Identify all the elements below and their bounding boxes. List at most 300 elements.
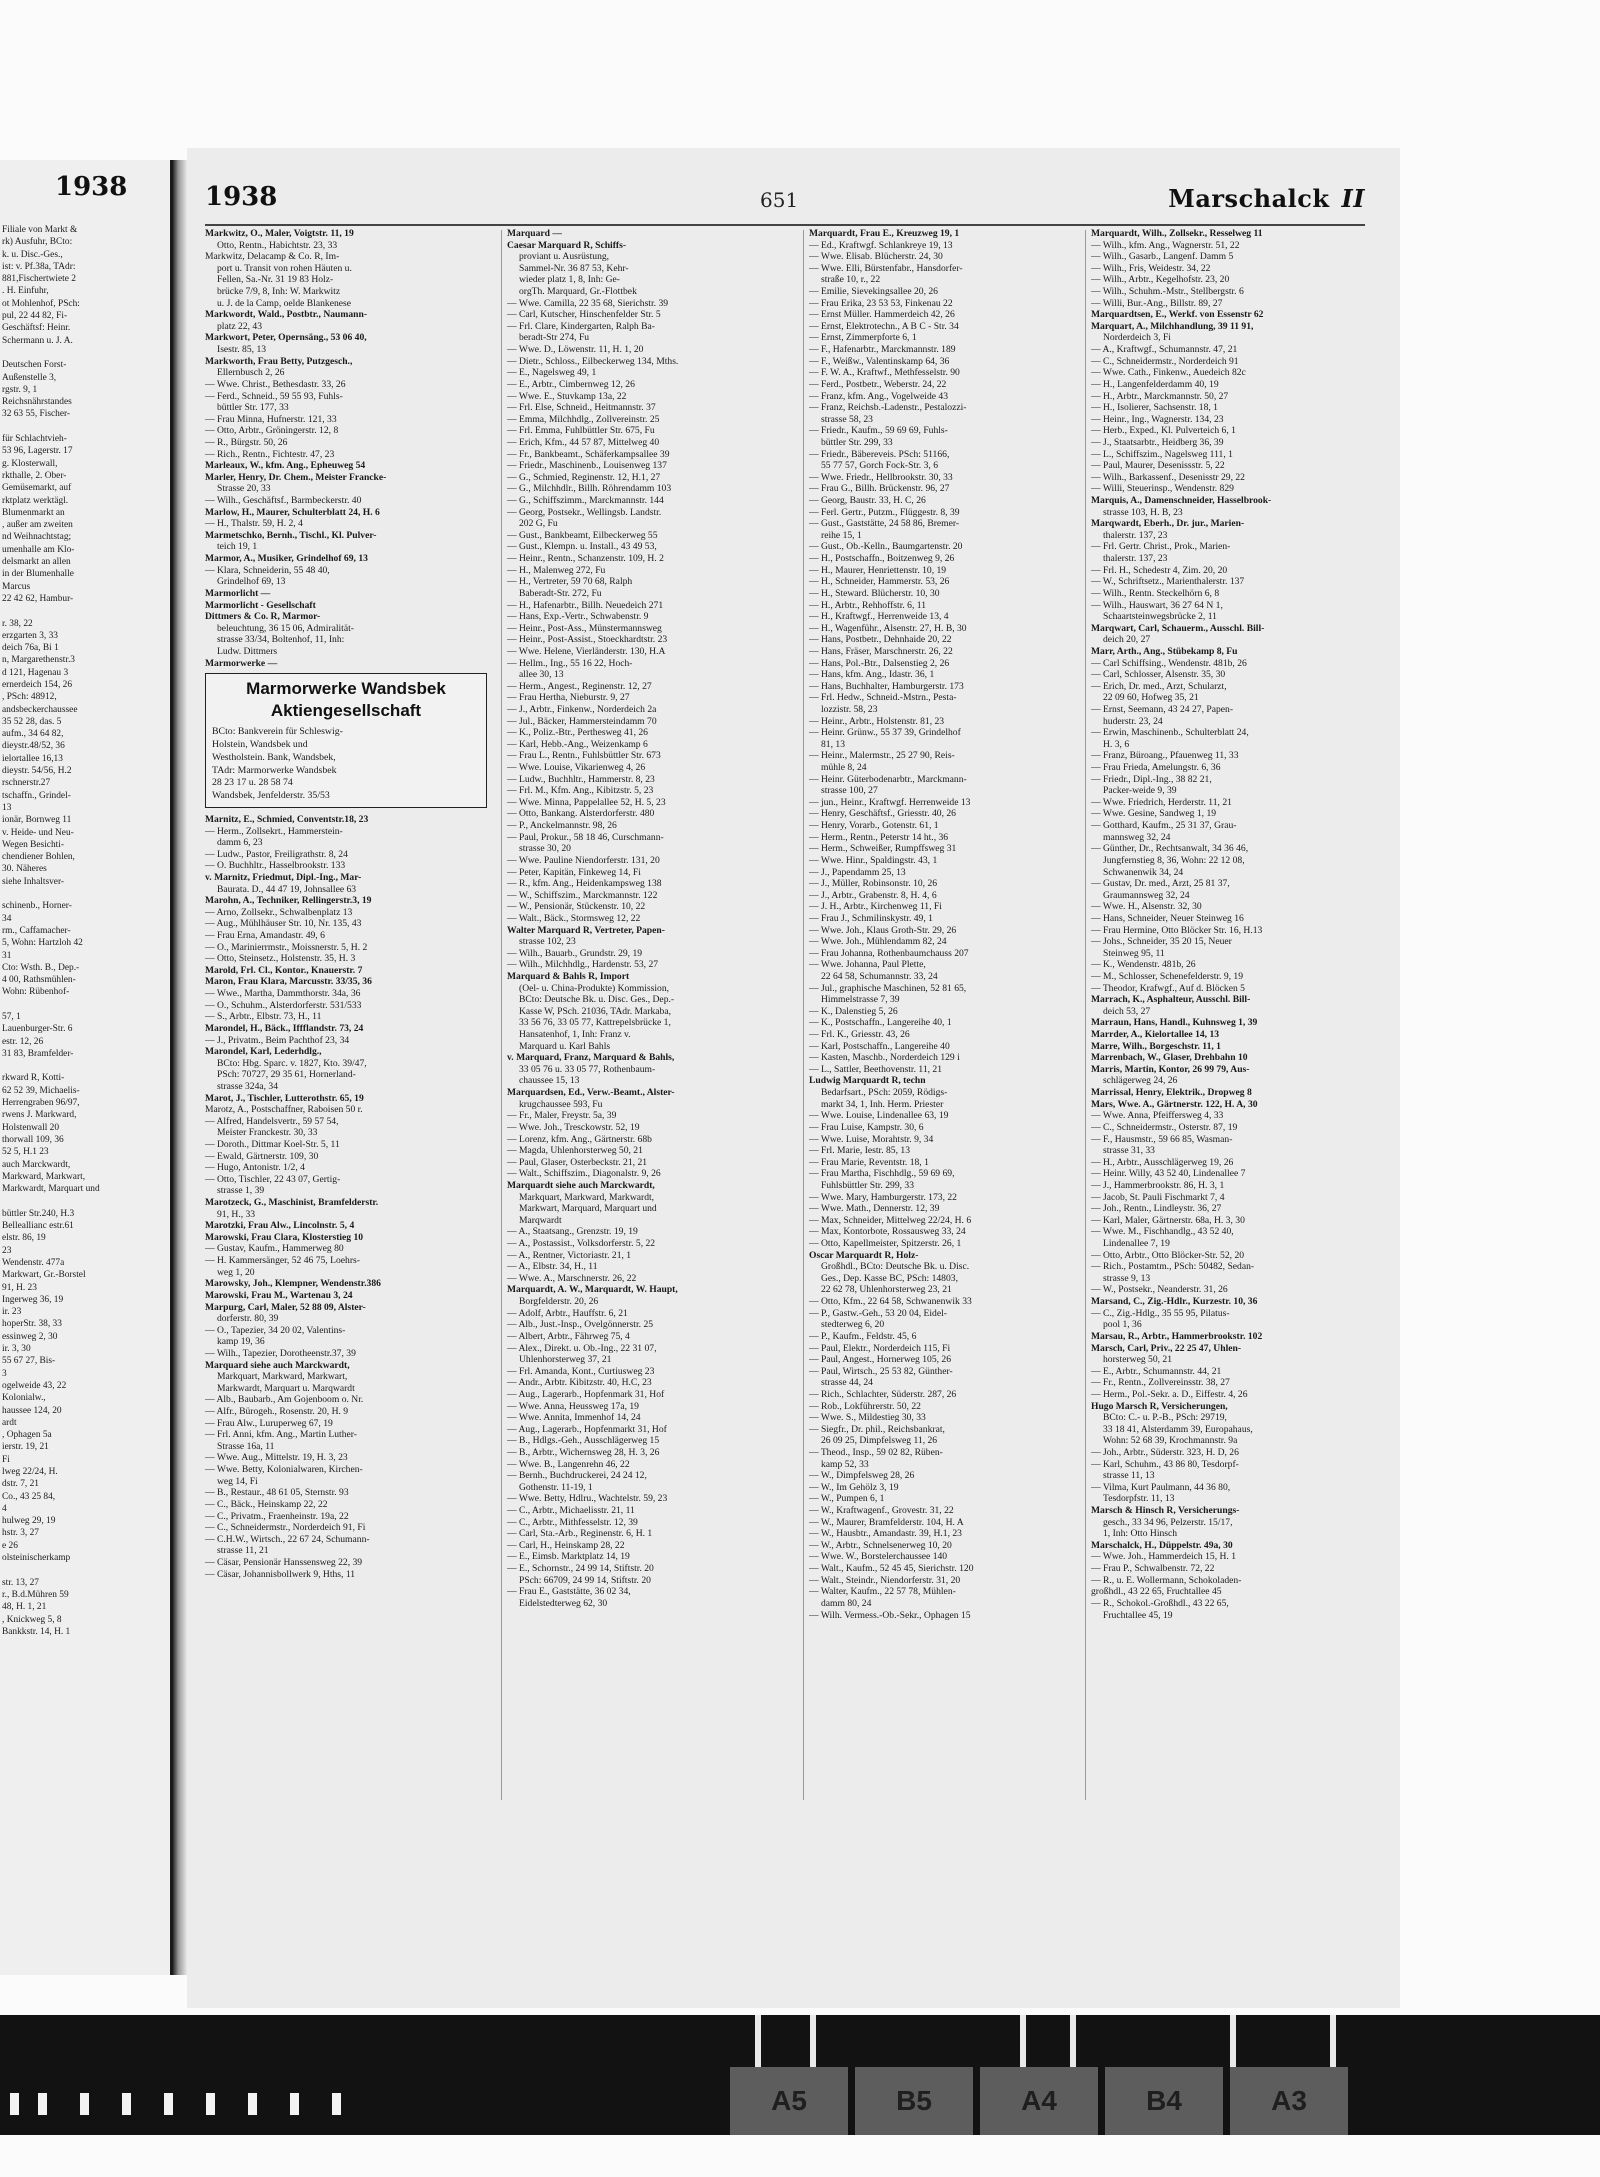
directory-entry-line: Markwart, Marquard, Marquart und xyxy=(519,1203,657,1215)
previous-page-line: Belleallianc estr.61 xyxy=(2,1221,74,1232)
directory-entry-line: allee 30, 13 xyxy=(519,669,564,681)
directory-entry-head: Oscar Marquardt R, Holz- xyxy=(809,1249,919,1261)
directory-entry-line: — Alex., Direkt. u. Ob.-Ing., 22 31 07, xyxy=(507,1342,657,1354)
directory-entry-head: Mars, Wwe. A., Gärtnerstr. 122, H. A, 30 xyxy=(1091,1098,1258,1110)
directory-entry-line: — Erwin, Maschinenb., Schulterblatt 24, xyxy=(1091,727,1249,739)
directory-entry-line: — Gust., Klempn. u. Install., 43 49 53, xyxy=(507,541,657,553)
previous-page-line: Fi xyxy=(2,1454,10,1465)
directory-entry-line: BCto: C.- u. P.-B., PSch: 29719, xyxy=(1103,1412,1227,1424)
previous-page-line: 34 xyxy=(2,913,12,924)
directory-entry-line: — R., Schokol.-Großhdl., 43 22 65, xyxy=(1091,1597,1229,1609)
previous-page-line: rk) Ausfuhr, BCto: xyxy=(2,237,73,248)
previous-page-line: ir. 3, 30 xyxy=(2,1344,31,1355)
previous-page-line: haussee 124, 20 xyxy=(2,1405,62,1416)
directory-entry-line: — Wilh., Milchhdlg., Hardenstr. 53, 27 xyxy=(507,959,659,971)
directory-entry-line: — Carl, Sta.-Arb., Reginenstr. 6, H. 1 xyxy=(507,1528,653,1540)
directory-entry-line: orgTh. Marquard, Gr.-Flottbek xyxy=(519,286,637,298)
directory-entry-line: — Paul, Prokur., 58 18 46, Curschmann- xyxy=(507,831,664,843)
directory-entry-line: — Wwe. Betty, Hdlru., Wachtelstr. 59, 23 xyxy=(507,1493,668,1505)
previous-page-line: Gemüsemarkt, auf xyxy=(2,483,72,494)
directory-entry-line: Ges., Dep. Kasse BC, PSch: 14803, xyxy=(821,1272,958,1284)
previous-page-line: erzgarten 3, 33 xyxy=(2,630,58,641)
directory-entry-line: — H., Arbtr., Rehhoffstr. 6, 11 xyxy=(809,599,926,611)
previous-page-line: ionär, Bornweg 11 xyxy=(2,815,72,826)
directory-entry-line: 26 09 25, Dimpfelsweg 11, 26 xyxy=(821,1435,938,1447)
directory-entry-line: — F. W. A., Kraftwf., Methfesselstr. 90 xyxy=(809,367,960,379)
directory-entry-line: — Wwe. Christ., Bethesdastr. 33, 26 xyxy=(205,378,346,390)
directory-entry-line: — Siegfr., Dr. phil., Reichsbankrat, xyxy=(809,1423,945,1435)
directory-entry-line: — Ernst, Seemann, 43 24 27, Papen- xyxy=(1091,703,1234,715)
directory-entry-line: — Wwe. Luise, Morahtstr. 9, 34 xyxy=(809,1133,934,1145)
directory-entry-line: — Hans, Exp.-Vertr., Schwabenstr. 9 xyxy=(507,611,649,623)
previous-page-line: ogelweide 43, 22 xyxy=(2,1380,67,1391)
previous-page-line: Geschäftsf: Heinr. xyxy=(2,323,71,334)
directory-entry-line: — C., Arbtr., Michaelisstr. 21, 11 xyxy=(507,1505,635,1517)
previous-page-line: ardt xyxy=(2,1417,17,1428)
directory-entry-line: Meister Franckestr. 30, 33 xyxy=(217,1127,318,1139)
directory-entry-line: — J., Hammerbrookstr. 86, H. 3, 1 xyxy=(1091,1179,1225,1191)
directory-entry-head: Marr, Arth., Ang., Stübekamp 8, Fu xyxy=(1091,645,1238,657)
directory-entry-line: — H., Langenfelderdamm 40, 19 xyxy=(1091,378,1219,390)
directory-entry-line: — Herb., Exped., Kl. Pulverteich 6, 1 xyxy=(1091,425,1236,437)
directory-entry-head: Marohn, A., Techniker, Rellingerstr.3, 19 xyxy=(205,895,372,907)
directory-entry-line: — Gustav, Kaufm., Hammerweg 80 xyxy=(205,1243,344,1255)
directory-entry-line: — Max, Schneider, Mittelweg 22/24, H. 6 xyxy=(809,1214,972,1226)
directory-entry-line: strasse 33/34, Boltenhof, 11, Inh: xyxy=(217,634,345,646)
previous-page-line: 31 xyxy=(2,950,12,961)
directory-entry-line: — Lorenz, kfm. Ang., Gärtnerstr. 68b xyxy=(507,1133,652,1145)
running-head-roman: II xyxy=(1341,184,1365,213)
column-rule xyxy=(501,230,502,1800)
directory-entry-line: Baberadt-Str. 272, Fu xyxy=(519,587,602,599)
directory-entry-head: Markwort, Peter, Opernsäng., 53 06 40, xyxy=(205,332,367,344)
directory-entry-head: Marris, Martin, Kontor, 26 99 79, Aus- xyxy=(1091,1063,1250,1075)
directory-entry-line: — Heinr. Güterbodenarbtr., Marckmann- xyxy=(809,773,967,785)
directory-entry-line: — R., kfm. Ang., Heidenkampsweg 138 xyxy=(507,878,662,890)
directory-entry-line: — Albert, Arbtr., Fährweg 75, 4 xyxy=(507,1330,630,1342)
directory-entry-line: Borgfelderstr. 20, 26 xyxy=(519,1296,599,1308)
directory-entry-line: — H., Malenweg 272, Fu xyxy=(507,564,606,576)
previous-page-line: Kolonialw., xyxy=(2,1393,46,1404)
previous-page-line: auch Marckwardt, xyxy=(2,1159,71,1170)
directory-entry-line: deich 53, 27 xyxy=(1103,1005,1151,1017)
previous-page-line: rgstr. 9, 1 xyxy=(2,384,38,395)
directory-entry-line: — Fr., Maler, Freystr. 5a, 39 xyxy=(507,1110,617,1122)
directory-entry-head: Marsch & Hinsch R, Versicherungs- xyxy=(1091,1505,1240,1517)
directory-entry-line: — P., Gastw.-Geh., 53 20 04, Eidel- xyxy=(809,1307,947,1319)
directory-entry-head: Marrenbach, W., Glaser, Drehbahn 10 xyxy=(1091,1052,1248,1064)
directory-entry-line: — L., Schiffszim., Nagelsweg 111, 1 xyxy=(1091,448,1233,460)
directory-entry-line: — Hugo, Antonistr. 1/2, 4 xyxy=(205,1162,305,1174)
previous-page-line: lweg 22/24, H. xyxy=(2,1466,58,1477)
directory-entry-line: — C., Schneidermstr., Osterstr. 87, 19 xyxy=(1091,1121,1238,1133)
previous-page-line: Deutschen Forst- xyxy=(2,360,67,371)
calibration-cell: B4 xyxy=(1105,2067,1223,2135)
directory-entry-line: — Otto, Bankang. Alsterdorferstr. 480 xyxy=(507,808,655,820)
directory-entry-line: — Paul, Wirtsch., 25 53 82, Günther- xyxy=(809,1365,953,1377)
directory-entry-line: — Frau Johanna, Rothenbaumchauss 207 xyxy=(809,947,969,959)
previous-page-line: estr. 12, 26 xyxy=(2,1036,44,1047)
directory-entry-line: — Wwe. Joh., Hammerdeich 15, H. 1 xyxy=(1091,1551,1237,1563)
directory-entry-head: Marqwart, Carl, Schauerm., Ausschl. Bill- xyxy=(1091,622,1265,634)
directory-entry-line: — O., Schuhm., Alsterdorferstr. 531/533 xyxy=(205,999,362,1011)
directory-entry-line: — Frau G., Billh. Brückenstr. 96, 27 xyxy=(809,483,950,495)
directory-entry-line: Tesdorpfstr. 11, 13 xyxy=(1103,1493,1175,1505)
scanner-dot xyxy=(332,2093,341,2115)
previous-page-line: , außer am zweiten xyxy=(2,520,73,531)
directory-entry-line: — Theodor, Krafwgf., Auf d. Blöcken 5 xyxy=(1091,982,1245,994)
directory-entry-head: Marowski, Frau Clara, Klosterstieg 10 xyxy=(205,1231,364,1243)
directory-entry-line: — Frl. H., Schedestr 4, Zim. 20, 20 xyxy=(1091,564,1228,576)
directory-entry-line: — Walt., Steindr., Niendorferstr. 31, 20 xyxy=(809,1574,961,1586)
directory-entry-line: — Frl. Amanda, Kont., Curtiusweg 23 xyxy=(507,1365,655,1377)
directory-entry-line: mühle 8, 24 xyxy=(821,762,867,774)
directory-entry-head: Marquart, A., Milchhandlung, 39 11 91, xyxy=(1091,320,1254,332)
directory-entry-line: — Dietr., Schloss., Eilbeckerweg 134, Mths. xyxy=(507,355,679,367)
directory-entry-line: — W., Maurer, Bramfelderstr. 104, H. A xyxy=(809,1516,964,1528)
directory-entry-line: — E., Schornstr., 24 99 14, Stiftstr. 20 xyxy=(507,1563,654,1575)
previous-page-line: e 26 xyxy=(2,1540,18,1551)
directory-entry-line: — W., Pensionär, Stückenstr. 10, 22 xyxy=(507,901,646,913)
directory-entry-head: Marquardt, A. W., Marquardt, W. Haupt, xyxy=(507,1284,678,1296)
previous-page-line: 52 5, H.1 23 xyxy=(2,1147,49,1158)
directory-entry-head: Marquardsen, Ed., Verw.-Beamt., Alster- xyxy=(507,1087,675,1099)
directory-entry-line: 33 18 41, Alsterdamm 39, Europahaus, xyxy=(1103,1423,1253,1435)
directory-entry-line: — Frl. Emma, Fuhlbüttler Str. 675, Fu xyxy=(507,425,655,437)
directory-entry-line: Großhdl., BCto: Deutsche Bk. u. Disc. xyxy=(821,1261,970,1273)
directory-entry-line: — Heinr., Post-Assist., Stoeckhardtstr. 23 xyxy=(507,634,668,646)
directory-entry-line: — Frl. Anni, kfm. Ang., Martin Luther- xyxy=(205,1429,357,1441)
directory-entry-line: — Cäsar, Pensionär Hanssensweg 22, 39 xyxy=(205,1556,363,1568)
directory-entry-line: weg 1, 20 xyxy=(217,1266,255,1278)
directory-entry-line: — Wwe. Joh., Tresckowstr. 52, 19 xyxy=(507,1121,640,1133)
previous-page-line: Wohn: Rübenhof- xyxy=(2,987,70,998)
directory-entry-head: Markworth, Frau Betty, Putzgesch., xyxy=(205,355,353,367)
directory-entry-line: — Walt., Kaufm., 52 45 45, Sierichstr. 120 xyxy=(809,1563,974,1575)
advertisement-line: TAdr: Marmorwerke Wandsbek xyxy=(212,764,337,776)
directory-entry-line: — J., Staatsarbtr., Heidberg 36, 39 xyxy=(1091,436,1224,448)
previous-page-line: hstr. 3, 27 xyxy=(2,1528,39,1539)
directory-entry-line: — Vilma, Kurt Paulmann, 44 36 80, xyxy=(1091,1481,1231,1493)
previous-page-line: dieystr. 54/56, H.2 xyxy=(2,766,72,777)
directory-entry-line: — Wwe. Math., Dennerstr. 12, 39 xyxy=(809,1203,940,1215)
previous-page-line xyxy=(2,605,168,617)
directory-entry-line: — Gotthard, Kaufm., 25 31 37, Grau- xyxy=(1091,820,1237,832)
directory-entry-line: — Rich., Rentn., Fichtestr. 47, 23 xyxy=(205,448,335,460)
directory-entry-line: — Frau Hertha, Nieburstr. 9, 27 xyxy=(507,692,630,704)
directory-entry-line: 91, H., 33 xyxy=(217,1208,256,1220)
previous-page-line: 48, H. 1, 21 xyxy=(2,1602,47,1613)
directory-entry-line: Markquart, Markward, Markwart, xyxy=(217,1371,348,1383)
previous-page-line: ielortallee 16,13 xyxy=(2,753,63,764)
directory-entry-line: — Walt., Bäck., Stormsweg 12, 22 xyxy=(507,912,641,924)
directory-entry-line: 33 05 76 u. 33 05 77, Rothenbaum- xyxy=(519,1063,656,1075)
scanner-mark xyxy=(1330,2015,1336,2067)
directory-entry-line: — C., Privatm., Fraenheinstr. 19a, 22 xyxy=(205,1510,349,1522)
directory-entry-line: — C., Zig.-Hdlg., 35 55 95, Pilatus- xyxy=(1091,1307,1230,1319)
directory-entry-line: — F., Hafenarbtr., Marckmannstr. 189 xyxy=(809,344,956,356)
directory-entry-line: — J., Arbtr., Grabenstr. 8, H. 4, 6 xyxy=(809,889,937,901)
directory-entry-line: — Frau Marie, Reventstr. 18, 1 xyxy=(809,1156,929,1168)
previous-page-line: 881,Fischertwiete 2 xyxy=(2,274,76,285)
directory-entry-line: — B., Arbtr., Wichernsweg 28, H. 3, 26 xyxy=(507,1446,660,1458)
directory-entry-line: schlägerweg 24, 26 xyxy=(1103,1075,1178,1087)
directory-entry-line: — Wilh., Rentn. Steckelhörn 6, 8 xyxy=(1091,587,1220,599)
previous-page-line: chendiener Bohlen, xyxy=(2,852,75,863)
directory-entry-line: 33 56 76, 33 05 77, Kattrepelsbrücke 1, xyxy=(519,1017,671,1029)
directory-entry-line: Baurata. D., 44 47 19, Johnsallee 63 xyxy=(217,883,357,895)
previous-page-line: büttler Str.240, H.3 xyxy=(2,1208,75,1219)
directory-entry-line: — Otto, Arbtr., Gröningerstr. 12, 8 xyxy=(205,425,339,437)
directory-entry-line: Gothenstr. 11-19, 1 xyxy=(519,1481,593,1493)
directory-entry-line: H. 3, 6 xyxy=(1103,738,1130,750)
directory-entry-line: — Joh., Arbtr., Süderstr. 323, H. D, 26 xyxy=(1091,1446,1239,1458)
directory-entry-line: — Ferd., Schneid., 59 55 93, Fuhls- xyxy=(205,390,343,402)
directory-entry-line: — A., Kraftwgf., Schumannstr. 47, 21 xyxy=(1091,344,1238,356)
previous-page-line: aufm., 34 64 82, xyxy=(2,729,64,740)
directory-entry-line: PSch: 66709, 24 99 14, Stiftstr. 20 xyxy=(519,1574,651,1586)
directory-entry-line: — Friedr., Bäbereveis. PSch: 51166, xyxy=(809,448,950,460)
previous-page-line: schinenb., Horner- xyxy=(2,901,72,912)
directory-entry-line: — Aug., Lagerarb., Hopfenmark 31, Hof xyxy=(507,1388,665,1400)
previous-page-line: hoperStr. 38, 33 xyxy=(2,1319,62,1330)
previous-page-line: Filiale von Markt & xyxy=(2,225,78,235)
previous-page-line: ierstr. 19, 21 xyxy=(2,1442,49,1453)
directory-entry-line: — Wwe. Elli, Bürstenfabr., Hansdorfer- xyxy=(809,262,963,274)
directory-entry-line: — Arno, Zollsekr., Schwalbenplatz 13 xyxy=(205,906,353,918)
directory-entry-line: — Wwe. B., Langenrehn 46, 22 xyxy=(507,1458,630,1470)
directory-entry-head: Marsand, C., Zig.-Hdlr., Kurzestr. 10, 36 xyxy=(1091,1296,1258,1308)
directory-entry-line: — Wwe. S., Mildestieg 30, 33 xyxy=(809,1412,926,1424)
directory-entry-line: krugchaussee 593, Fu xyxy=(519,1098,603,1110)
directory-entry-line: — Jacob, St. Pauli Fischmarkt 7, 4 xyxy=(1091,1191,1225,1203)
directory-entry-line: — Paul, Maurer, Desenissstr. 5, 22 xyxy=(1091,460,1225,472)
previous-page-line: 35 52 28, das. 5 xyxy=(2,716,62,727)
directory-entry-line: — Andr., Arbtr. Kibitzstr. 40, H.C, 23 xyxy=(507,1377,652,1389)
directory-entry-line: — Günther, Dr., Rechtsanwalt, 34 36 46, xyxy=(1091,843,1249,855)
directory-entry-line: — K., Postschaffn., Langereihe 40, 1 xyxy=(809,1017,952,1029)
directory-entry-line: — Frau Minna, Hufnerstr. 121, 33 xyxy=(205,413,337,425)
directory-entry-line: — Frl. K., Griesstr. 43, 26 xyxy=(809,1029,910,1041)
directory-entry-line: — Wwe. Friedrich, Herderstr. 11, 21 xyxy=(1091,796,1232,808)
previous-page-line: Außenstelle 3, xyxy=(2,372,57,383)
directory-entry-line: — Kasten, Maschb., Norderdeich 129 i xyxy=(809,1052,960,1064)
directory-entry-line: — E., Arbtr., Cimbernweg 12, 26 xyxy=(507,378,635,390)
directory-entry-line: (Oel- u. China-Produkte) Kommission, xyxy=(519,982,670,994)
directory-column-4 xyxy=(1091,228,1383,1808)
previous-page-line: in der Blumenhalle xyxy=(2,569,74,580)
directory-entry-line: — Hans, Postbetr., Dehnhaide 20, 22 xyxy=(809,634,952,646)
directory-entry-line: — Klara, Schneiderin, 55 48 40, xyxy=(205,564,330,576)
directory-entry-line: — Wwe. Pauline Niendorferstr. 131, 20 xyxy=(507,854,660,866)
scanner-dot xyxy=(206,2093,215,2115)
directory-entry-head: Marrissal, Henry, Elektrik., Dropweg 8 xyxy=(1091,1087,1252,1099)
scanner-calibration-strip xyxy=(0,2015,1600,2135)
scanner-mark xyxy=(810,2015,816,2067)
directory-entry-line: horsterweg 50, 21 xyxy=(1103,1354,1173,1366)
directory-entry-line: — W., Hausbtr., Amandastr. 39, H.1, 23 xyxy=(809,1528,962,1540)
directory-entry-line: — Wwe. Anna, Heussweg 17a, 19 xyxy=(507,1400,639,1412)
directory-entry-line: — Heinr., Post-Ass., Münstermannsweg xyxy=(507,622,662,634)
directory-entry-line: — H. Kammersänger, 52 46 75, Loehrs- xyxy=(205,1255,360,1267)
directory-entry-line: — Otto, Steinsetz., Holstenstr. 35, H. 3 xyxy=(205,953,356,965)
directory-entry-head: Marlow, H., Maurer, Schulterblatt 24, H. 6 xyxy=(205,506,380,518)
directory-entry-line: — Johs., Schneider, 35 20 15, Neuer xyxy=(1091,936,1232,948)
advertisement-line: BCto: Bankverein für Schleswig- xyxy=(212,726,343,738)
directory-entry-line: — Wwe. Hinr., Spaldingstr. 43, 1 xyxy=(809,854,938,866)
running-head xyxy=(1168,184,1365,213)
directory-entry-line: — W., Kraftwagenf., Grovestr. 31, 22 xyxy=(809,1505,954,1517)
previous-page-line: rm., Caffamacher- xyxy=(2,925,71,936)
directory-entry-line: — Herm., Rentn., Peterstr 14 ht., 36 xyxy=(809,831,949,843)
directory-entry-head: Marotzeck, G., Maschinist, Bramfelderstr. xyxy=(205,1197,379,1209)
previous-page-line: Markwardt, Marquart und xyxy=(2,1184,100,1195)
directory-entry-line: — W., Pumpen 6, 1 xyxy=(809,1493,885,1505)
directory-entry-line: — Heinr., Malermstr., 25 27 90, Reis- xyxy=(809,750,955,762)
previous-page-line: Ingerweg 36, 19 xyxy=(2,1294,64,1305)
previous-page xyxy=(0,160,173,1975)
directory-entry-line: — Wilh., Schuhm.-Mstr., Stellbergstr. 6 xyxy=(1091,286,1244,298)
directory-entry-line: — C., Arbtr., Mithfesselstr. 12, 39 xyxy=(507,1516,638,1528)
directory-entry-line: Norderdeich 3, Fi xyxy=(1103,332,1171,344)
directory-entry-line: — Friedr., Dipl.-Ing., 38 82 21, xyxy=(1091,773,1212,785)
directory-entry-line: — W., Im Gehölz 3, 19 xyxy=(809,1481,899,1493)
directory-entry-line: — Wwe. Anna, Pfeiffersweg 4, 33 xyxy=(1091,1110,1224,1122)
directory-entry-head: Marquis, A., Damenschneider, Hasselbrook- xyxy=(1091,495,1272,507)
previous-page-line: , PSch: 48912, xyxy=(2,692,57,703)
book-gutter xyxy=(173,160,187,1975)
directory-entry-line: — Heinr. Willy, 43 52 40, Lindenallee 7 xyxy=(1091,1168,1246,1180)
previous-page-line: rwens J. Markward, xyxy=(2,1110,77,1121)
directory-entry-line: — Wwe. H., Alsenstr. 32, 30 xyxy=(1091,901,1202,913)
previous-page-line: Reichsnährstandes xyxy=(2,397,72,408)
directory-entry-line: — Wwe. Betty, Kolonialwaren, Kirchen- xyxy=(205,1464,363,1476)
directory-entry-line: — Wwe. Louise, Vikarienweg 4, 26 xyxy=(507,762,646,774)
directory-entry-line: — Carl, Kutscher, Hinschenfelder Str. 5 xyxy=(507,309,661,321)
previous-page-line: Cto: Wsth. B., Dep.- xyxy=(2,962,80,973)
directory-entry-line: — G., Schiffszimm., Marckmannstr. 144 xyxy=(507,495,664,507)
directory-entry-line: — Wilh., Gasarb., Langenf. Damm 5 xyxy=(1091,251,1234,263)
previous-page-line: elstr. 86, 19 xyxy=(2,1233,46,1244)
directory-entry-line: — Walt., Schiffszim., Diagonalstr. 9, 26 xyxy=(507,1168,661,1180)
directory-entry-line: dorferstr. 80, 39 xyxy=(217,1313,279,1325)
directory-entry-line: — F., Hausmstr., 59 66 85, Wasman- xyxy=(1091,1133,1233,1145)
previous-page-line: pul, 22 44 82, Fi- xyxy=(2,311,68,322)
directory-entry-line: — Wwe. Joh., Klaus Groth-Str. 29, 26 xyxy=(809,924,957,936)
directory-entry-line: — Otto, Kfm., 22 64 58, Schwanenwik 33 xyxy=(809,1296,972,1308)
directory-entry-line: 81, 13 xyxy=(821,738,845,750)
scanner-dot xyxy=(290,2093,299,2115)
directory-entry-line: strasse 100, 27 xyxy=(821,785,878,797)
previous-page-line: Wegen Besichti- xyxy=(2,839,64,850)
directory-entry-line: — Aug., Lagerarb., Hopfenmarkt 31, Hof xyxy=(507,1423,667,1435)
directory-entry-line: strasse 324a, 34 xyxy=(217,1080,279,1092)
directory-entry-line: — Frau Luise, Kampstr. 30, 6 xyxy=(809,1121,924,1133)
calibration-cell: A4 xyxy=(980,2067,1098,2135)
directory-entry-line: Fuhlsbüttler Str. 299, 33 xyxy=(821,1179,915,1191)
scanner-dot xyxy=(248,2093,257,2115)
previous-page-line: 3 xyxy=(2,1368,7,1379)
directory-entry-line: — Wwe. Gesine, Sandweg 1, 19 xyxy=(1091,808,1217,820)
previous-page-line: 55 67 27, Bis- xyxy=(2,1356,56,1367)
directory-entry-line: — Frau J., Schmilinskystr. 49, 1 xyxy=(809,912,933,924)
directory-entry-line: — Wwe. Camilla, 22 35 68, Sierichstr. 39 xyxy=(507,297,669,309)
directory-entry-line: — Wwe. Friedr., Hellbrookstr. 30, 33 xyxy=(809,471,953,483)
directory-entry-head: Marot, J., Tischler, Lutterothstr. 65, 19 xyxy=(205,1092,364,1104)
directory-entry-line: — Paul, Elektr., Norderdeich 115, Fi xyxy=(809,1342,951,1354)
directory-entry-line: — Heinr., Arbtr., Holstenstr. 81, 23 xyxy=(809,715,945,727)
directory-entry-head: Marsau, R., Arbtr., Hammerbrookstr. 102 xyxy=(1091,1330,1263,1342)
directory-entry-line: Eidelstedterweg 62, 30 xyxy=(519,1597,608,1609)
directory-entry-head: Marrach, K., Asphalteur, Ausschl. Bill- xyxy=(1091,994,1251,1006)
directory-entry-line: Strasse 20, 33 xyxy=(217,483,271,495)
directory-entry-line: — Ernst, Zimmerpforte 6, 1 xyxy=(809,332,917,344)
directory-entry-line: — C., Schneidermstr., Norderdeich 91 xyxy=(1091,355,1239,367)
directory-entry-line: — Karl, Hebb.-Ang., Weizenkamp 6 xyxy=(507,738,648,750)
calibration-cell: A5 xyxy=(730,2067,848,2135)
directory-entry-line: — Cäsar, Johannisbollwerk 9, Hths, 11 xyxy=(205,1568,356,1580)
previous-page-line: 5, Wohn: Hartzloh 42 xyxy=(2,938,83,949)
previous-page-line: Lauenburger-Str. 6 xyxy=(2,1024,73,1035)
previous-page-line: str. 13, 27 xyxy=(2,1577,39,1588)
previous-page-line: 30. Näheres xyxy=(2,864,47,875)
directory-entry-line: Packer-weide 9, 39 xyxy=(1103,785,1177,797)
directory-entry-line: Otto, Rentn., Habichtstr. 23, 33 xyxy=(217,239,338,251)
directory-entry-line: — Hans, Pol.-Btr., Dalsenstieg 2, 26 xyxy=(809,657,950,669)
directory-entry-line: — W., Dimpfelsweg 28, 26 xyxy=(809,1470,915,1482)
directory-entry-line: — Frl. Marie, Iestr. 85, 13 xyxy=(809,1145,910,1157)
directory-entry-line: lozzistr. 58, 23 xyxy=(821,703,878,715)
directory-entry-line: — Wwe. Mary, Hamburgerstr. 173, 22 xyxy=(809,1191,957,1203)
previous-page-line: 13 xyxy=(2,802,12,813)
directory-entry-head: Marraun, Hans, Handl., Kuhnsweg 1, 39 xyxy=(1091,1017,1258,1029)
page-number: 651 xyxy=(760,188,799,212)
directory-entry-line: — Ed., Kraftwgf. Schlankreye 19, 13 xyxy=(809,239,953,251)
directory-entry-line: — Frau Martha, Fischhdlg., 59 69 69, xyxy=(809,1168,955,1180)
previous-page-line: r., B.d.Mühren 59 xyxy=(2,1589,69,1600)
advertisement-line: Holstein, Wandsbek und xyxy=(212,738,308,750)
directory-entry-line: — J., Arbtr., Finkenw., Norderdeich 2a xyxy=(507,703,657,715)
directory-entry-line: mannsweg 32, 24 xyxy=(1103,831,1171,843)
directory-entry-line: — Wwe. A., Marschnerstr. 26, 22 xyxy=(507,1272,637,1284)
directory-entry-line: — Willi, Steuerinsp., Wendenstr. 829 xyxy=(1091,483,1234,495)
directory-entry-line: — Frau Frieda, Amelungstr. 6, 36 xyxy=(1091,762,1221,774)
previous-page-line: 31 83, Bramfelder- xyxy=(2,1048,74,1059)
directory-entry-line: strasse 102, 23 xyxy=(519,936,576,948)
directory-column-3 xyxy=(809,228,1101,1808)
directory-entry-line: pool 1, 36 xyxy=(1103,1319,1142,1331)
directory-entry-line: — Fr., Bankbeamt., Schäferkampsallee 39 xyxy=(507,448,670,460)
directory-entry-head: Dittmers & Co. R, Marmor- xyxy=(205,611,321,623)
directory-entry-line: — J., Papendamm 25, 13 xyxy=(809,866,906,878)
directory-entry-line: — Henry, Geschäftsf., Griesstr. 40, 26 xyxy=(809,808,956,820)
directory-entry-head: Ludwig Marquardt R, techn xyxy=(809,1075,926,1087)
directory-entry-line: — Wwe. Joh., Mühlendamm 82, 24 xyxy=(809,936,947,948)
column-rule xyxy=(803,230,804,1800)
directory-entry-line: — Adolf, Arbtr., Hauffstr. 6, 21 xyxy=(507,1307,628,1319)
directory-entry-line: — C., Bäck., Heinskamp 22, 22 xyxy=(205,1498,328,1510)
directory-entry-line: Hansatenhof, 1, Inh: Franz v. xyxy=(519,1029,631,1041)
directory-entry-line: Steinweg 95, 11 xyxy=(1103,947,1165,959)
calibration-cell: A3 xyxy=(1230,2067,1348,2135)
directory-entry-line: — Alb., Just.-Insp., Ovelgönnerstr. 25 xyxy=(507,1319,654,1331)
scanner-mark xyxy=(1070,2015,1076,2067)
directory-entry-line: — Carl, Schlosser, Alsenstr. 35, 30 xyxy=(1091,669,1226,681)
directory-entry-line: — A., Rentner, Victoriastr. 21, 1 xyxy=(507,1249,632,1261)
directory-entry-line: strasse 31, 33 xyxy=(1103,1145,1155,1157)
directory-entry-line: — Georg, Baustr. 33, H. C, 26 xyxy=(809,495,926,507)
directory-entry-line: markt 34, 1, Inh. Herm. Priester xyxy=(821,1098,944,1110)
